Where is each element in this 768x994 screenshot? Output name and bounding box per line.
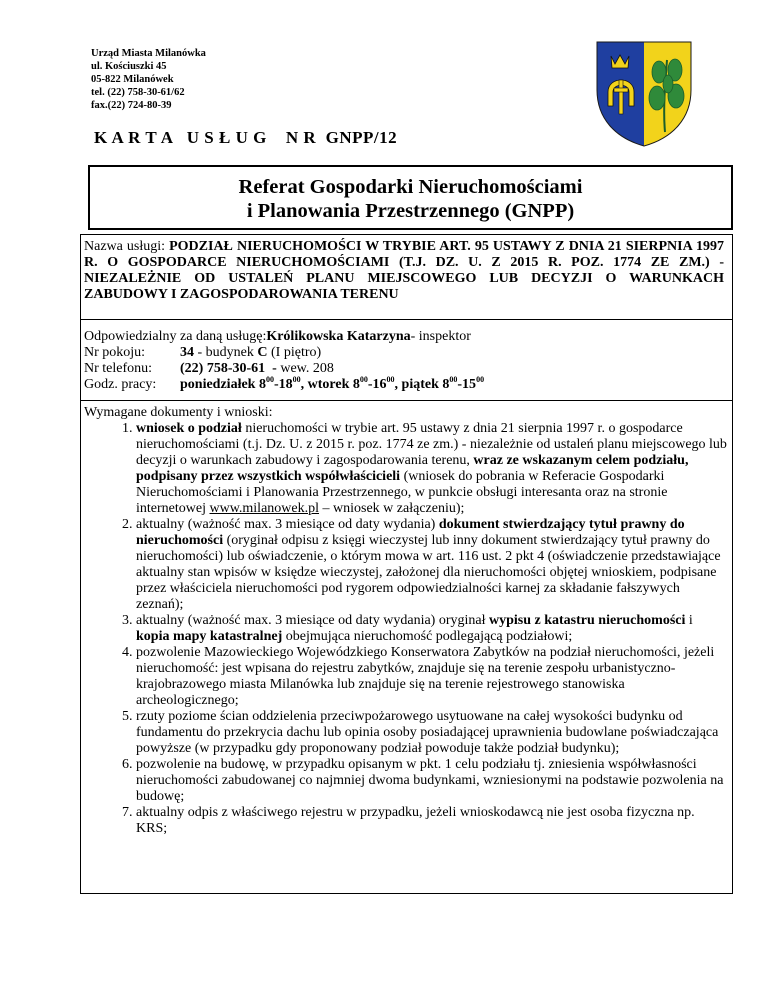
documents-title: Wymagane dokumenty i wnioski: bbox=[84, 405, 273, 420]
website-link[interactable]: www.milanowek.pl bbox=[209, 501, 320, 516]
building-letter: C bbox=[257, 345, 268, 360]
office-address bbox=[91, 47, 206, 112]
service-name: PODZIAŁ NIERUCHOMOŚCI W TRYBIE ART. 95 USTAWY Z DNIA 21 SIERPNIA 1997 R. O GOSPODARCE NIERUCHOMOŚCIAMI (T.J. DZ. U. Z 2015 R. POZ. 1774 ZE ZM.) - NIEZALEŻNIE OD USTALEŃ PLANU MIEJSCOWEGO LUB DECYZJI O WARUNKACH ZABUDOWY I ZAGOSPODAROWANIA TERENU bbox=[84, 239, 725, 302]
office-hours: poniedziałek $8^{00}-18^{00}$, wtorek $8^{00}-16^{00}$, piątek $8^{00}-15^{00}$ bbox=[180, 375, 485, 392]
address-line: fax.(22) 724-80-39 bbox=[91, 100, 172, 111]
responsible-role: - inspektor bbox=[410, 329, 471, 344]
room-text: - budynek bbox=[194, 345, 258, 360]
list-item: 7. aktualny odpis z właściwego rejestru w przypadku, jeżeli wnioskodawcą nie jest osoba fizyczna np. KRS; bbox=[136, 805, 729, 837]
phone-extension: wew. 208 bbox=[280, 361, 334, 376]
hours-label: Godz. pracy: bbox=[84, 377, 157, 392]
contact-section bbox=[81, 320, 732, 401]
card-title: K A R T A U S Ł U G N R GNPP/12 bbox=[94, 128, 398, 147]
address-line: ul. Kościuszki 45 bbox=[91, 61, 167, 72]
list-item: 1. wniosek o podział nieruchomości w trybie art. 95 ustawy z dnia 21 sierpnia 1997 r. o gospodarce nieruchomościami (t.j. Dz. U. z 2015 r. poz. 1774 ze zm.) - niezależnie od ustaleń planu miejscowego lub decyzji o warunkach zabudowy i zagospodarowania terenu, wraz ze wskazanym celem podziału, podpisany przez wszystkich współwłaścicieli (wniosek do pobrania w Referacie Gospodarki Nieruchomościami i Planowania Przestrzennego, w punkcie obsługi interesanta oraz na stronie internetowej www.milanowek.pl – wniosek w załączeniu); bbox=[136, 421, 729, 517]
responsible-name: Królikowska Katarzyna bbox=[266, 329, 411, 344]
phone-label: Nr telefonu: bbox=[84, 361, 153, 376]
room-row bbox=[84, 345, 729, 361]
list-item: 3. aktualny (ważność max. 3 miesiące od daty wydania) oryginał wypisu z katastru nieruchomości i kopia mapy katastralnej obejmująca nieruchomość podlegającą podziałowi; bbox=[136, 613, 729, 645]
service-card-table bbox=[80, 234, 733, 894]
phone-number: (22) 758-30-61 bbox=[180, 361, 266, 376]
service-name-section bbox=[81, 235, 732, 320]
department-box bbox=[88, 165, 733, 230]
phone-dash: - bbox=[265, 361, 281, 376]
list-item: 2. aktualny (ważność max. 3 miesiące od daty wydania) dokument stwierdzający tytuł prawny do nieruchomości (oryginał odpisu z księgi wieczystej lub inny dokument stwierdzający tytuł prawny do nieruchomości) lub oświadczenie, o którym mowa w art. 116 ust. 2 pkt 4 (oświadczenie przedstawiające aktualny stan wpisów w księdze wieczystej, założonej dla nieruchomości objętej wnioskiem, podpisane przez właściciela nieruchomości pod rygorem odpowiedzialności karnej za składanie fałszywych zeznań); bbox=[136, 517, 729, 613]
phone-row bbox=[84, 361, 729, 377]
room-number: 34 bbox=[180, 345, 194, 360]
address-line: 05-822 Milanówek bbox=[91, 74, 174, 85]
list-item: 4. pozwolenie Mazowieckiego Wojewódzkiego Konserwatora Zabytków na podział nieruchomości, jeżeli nieruchomość: jest wpisana do rejestru zabytków, znajduje się na terenie zespołu urbanistyczno-krajobrazowego miasta Milanówka lub znajduje się na terenie rejestrowego stanowiska archeologicznego; bbox=[136, 645, 729, 709]
hours-row bbox=[84, 377, 729, 393]
responsible-label: Odpowiedzialny za daną usługę: bbox=[84, 329, 267, 344]
responsible-row bbox=[84, 329, 729, 345]
address-line: Urząd Miasta Milanówka bbox=[91, 48, 206, 59]
milanowek-crest-icon bbox=[595, 40, 693, 150]
floor-text: (I piętro) bbox=[267, 345, 322, 360]
documents-list bbox=[84, 421, 729, 837]
address-line: tel. (22) 758-30-61/62 bbox=[91, 87, 185, 98]
required-documents-section bbox=[81, 401, 732, 893]
department-name-line2: i Planowania Przestrzennego (GNPP) bbox=[246, 200, 575, 222]
department-name-line1: Referat Gospodarki Nieruchomościami bbox=[238, 176, 583, 198]
service-name-label: Nazwa usługi: bbox=[84, 239, 170, 254]
room-label: Nr pokoju: bbox=[84, 345, 146, 360]
list-item: 6. pozwolenie na budowę, w przypadku opisanym w pkt. 1 celu podziału tj. zniesienia współwłasności nieruchomości zabudowanej co najmniej dwoma budynkami, wzniesionymi na podstawie pozwolenia na budowę; bbox=[136, 757, 729, 805]
list-item: 5. rzuty poziome ścian oddzielenia przeciwpożarowego usytuowane na całej wysokości budynku od fundamentu do przekrycia dachu lub opinia osoby posiadającej uprawnienia budowlane poświadczająca powyższe (w przypadku gdy proponowany podział powoduje także podział budynku); bbox=[136, 709, 729, 757]
